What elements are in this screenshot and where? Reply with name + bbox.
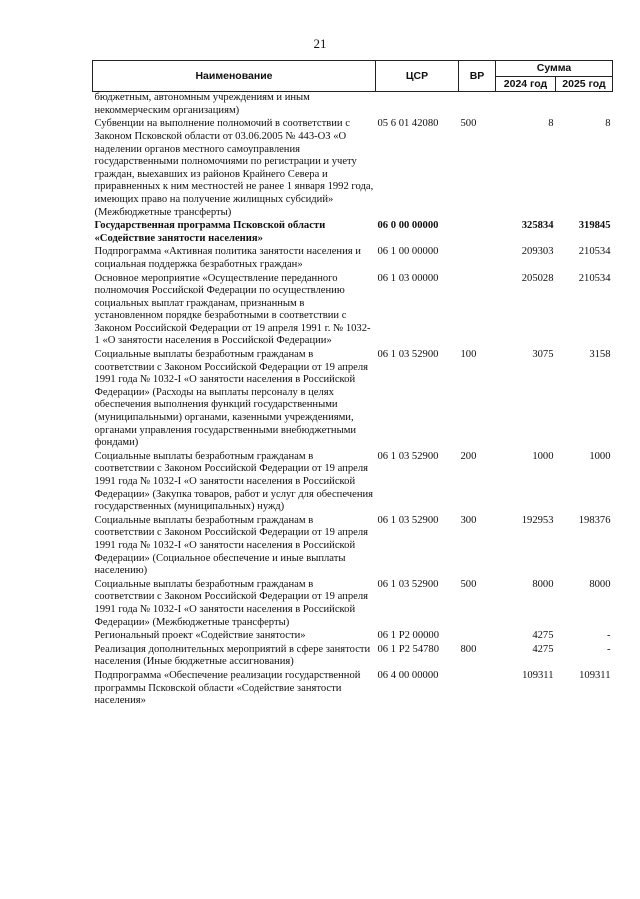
row-sum-2024-cell: 205028	[521, 272, 554, 284]
row-sum-2024-cell: 8	[548, 118, 554, 130]
row-vr-cell: 500	[460, 118, 477, 130]
table-row	[93, 630, 613, 644]
table-row	[93, 451, 613, 515]
row-sum-2025-cell: 8000	[589, 578, 611, 590]
row-name-cell: Подпрограмма «Активная политика занятости населения и социальная поддержка безработных граждан»	[94, 246, 361, 270]
row-csr-cell: 05 6 01 42080	[377, 118, 439, 130]
row-csr-cell: 06 1 03 52900	[377, 349, 439, 361]
row-name-cell: Социальные выплаты безработным гражданам в соответствии с Законом Российской Федерации от 19 апреля 1991 года № 1032-I «О занятости населения в Российской Федерации» (Закупка товаров, работ и услуг для обеспечения государственных (муниципальных) нужд)	[94, 450, 374, 513]
row-vr-cell: 100	[460, 349, 477, 361]
row-csr-cell: 06 1 03 00000	[377, 272, 439, 284]
header-vr: ВР	[459, 61, 496, 92]
row-name-cell: Региональный проект «Содействие занятости»	[94, 630, 306, 642]
row-sum-2025-cell: 8	[605, 118, 611, 130]
table-body	[93, 92, 613, 709]
row-sum-2024-cell: 209303	[521, 246, 554, 258]
table-row	[93, 118, 613, 220]
row-sum-2025-cell: 1000	[589, 450, 611, 462]
row-csr-cell: 06 1 03 52900	[377, 578, 439, 590]
row-sum-2024-cell: 325834	[521, 220, 554, 232]
row-sum-2025-cell	[556, 92, 613, 119]
header-name: Наименование	[93, 61, 376, 92]
header-year-2025: 2025 год	[556, 76, 613, 92]
row-sum-2025-cell: 198376	[578, 514, 611, 526]
header-csr: ЦСР	[376, 61, 459, 92]
row-csr-cell: 06 0 00 00000	[377, 220, 439, 232]
row-vr-cell: 300	[460, 514, 477, 526]
row-sum-2024-cell: 1000	[532, 450, 554, 462]
row-sum-2024-cell: 3075	[532, 349, 554, 361]
row-csr-cell: 06 4 00 00000	[377, 669, 439, 681]
row-sum-2025-cell: 3158	[589, 349, 611, 361]
table-row	[93, 644, 613, 670]
header-sum: Сумма	[496, 61, 613, 77]
row-sum-2024-cell: 4275	[532, 630, 554, 642]
row-vr-cell	[459, 273, 496, 350]
row-sum-2025-cell: 319845	[578, 220, 611, 232]
row-name-cell: Социальные выплаты безработным гражданам в соответствии с Законом Российской Федерации от 19 апреля 1991 года № 1032-I «О занятости населения в Российской Федерации» (Межбюджетные трансферты)	[94, 578, 368, 628]
table-row	[93, 670, 613, 709]
row-csr-cell: 06 1 00 00000	[377, 246, 439, 258]
row-vr-cell	[459, 630, 496, 644]
row-sum-2025-cell: -	[606, 630, 611, 642]
row-vr-cell: 800	[460, 643, 477, 655]
row-sum-2025-cell: 210534	[578, 272, 611, 284]
row-name-cell: Социальные выплаты безработным гражданам в соответствии с Законом Российской Федерации от 19 апреля 1991 года № 1032-I «О занятости населения в Российской Федерации» (Социальное обеспечение и иные выплаты населению)	[94, 514, 368, 577]
row-vr-cell	[459, 92, 496, 119]
row-name-cell: Основное мероприятие «Осуществление переданного полномочия Российской Федерации по осуществлению социальных выплат гражданам, признанным в установленном порядке безработными в соответствии с Законом Российской Федерации от 19 апреля 1991 г. № 1032-1 «О занятости населения в Российской Федерации»	[94, 272, 371, 347]
row-csr-cell: 06 1 03 52900	[377, 450, 439, 462]
row-sum-2025-cell: 210534	[578, 246, 611, 258]
page-number: 21	[313, 36, 327, 51]
row-name-cell: Субвенции на выполнение полномочий в соответствии с Законом Псковской области от 03.06.2005 № 443-ОЗ «О наделении органов местного самоуправления государственными полномочиями по регистрации и учету граждан, выехавших из районов Крайнего Севера и приравненных к ним местностей не ранее 1 января 1992 года, имеющих право на получение жилищных субсидий» (Межбюджетные трансферты)	[94, 118, 374, 218]
row-sum-2024-cell: 109311	[522, 669, 554, 681]
row-vr-cell	[459, 246, 496, 272]
row-csr-cell	[376, 92, 459, 119]
row-sum-2024-cell: 192953	[521, 514, 554, 526]
row-name-cell: бюджетным, автономным учреждениям и иным некоммерческим организациям)	[94, 92, 310, 116]
row-name-cell: Подпрограмма «Обеспечение реализации государственной программы Псковской области «Содействие занятости населения»	[94, 669, 361, 707]
table-row	[93, 220, 613, 246]
row-name-cell: Реализация дополнительных мероприятий в сфере занятости населения (Иные бюджетные ассигнования)	[94, 643, 371, 668]
row-vr-cell: 500	[460, 578, 477, 590]
table-row	[93, 349, 613, 451]
row-name-cell: Государственная программа Псковской области «Содействие занятости населения»	[94, 220, 326, 244]
row-sum-2025-cell: -	[606, 643, 611, 655]
row-sum-2024-cell: 4275	[532, 643, 554, 655]
row-name-cell: Социальные выплаты безработным гражданам в соответствии с Законом Российской Федерации от 19 апреля 1991 года № 1032-I «О занятости населения в Российской Федерации» (Расходы на выплаты персоналу в целях обеспечения выполнения функций государственными (муниципальными) органами, казенными учреждениями, органами управления государственными внебюджетными фондами)	[94, 349, 368, 449]
row-sum-2025-cell: 109311	[579, 669, 611, 681]
header-year-2024: 2024 год	[496, 76, 556, 92]
budget-table	[92, 60, 613, 709]
row-csr-cell: 06 1 03 52900	[377, 514, 439, 526]
table-row	[93, 579, 613, 630]
table-row	[93, 246, 613, 272]
row-csr-cell: 06 1 P2 54780	[377, 643, 440, 655]
row-csr-cell: 06 1 P2 00000	[377, 630, 440, 642]
row-vr-cell: 200	[460, 450, 477, 462]
row-vr-cell	[459, 220, 496, 246]
table-row	[93, 273, 613, 350]
table-row	[93, 515, 613, 579]
table-header	[93, 61, 613, 92]
row-sum-2024-cell: 8000	[532, 578, 554, 590]
row-sum-2024-cell	[496, 92, 556, 119]
table-row	[93, 92, 613, 119]
row-vr-cell	[459, 670, 496, 709]
